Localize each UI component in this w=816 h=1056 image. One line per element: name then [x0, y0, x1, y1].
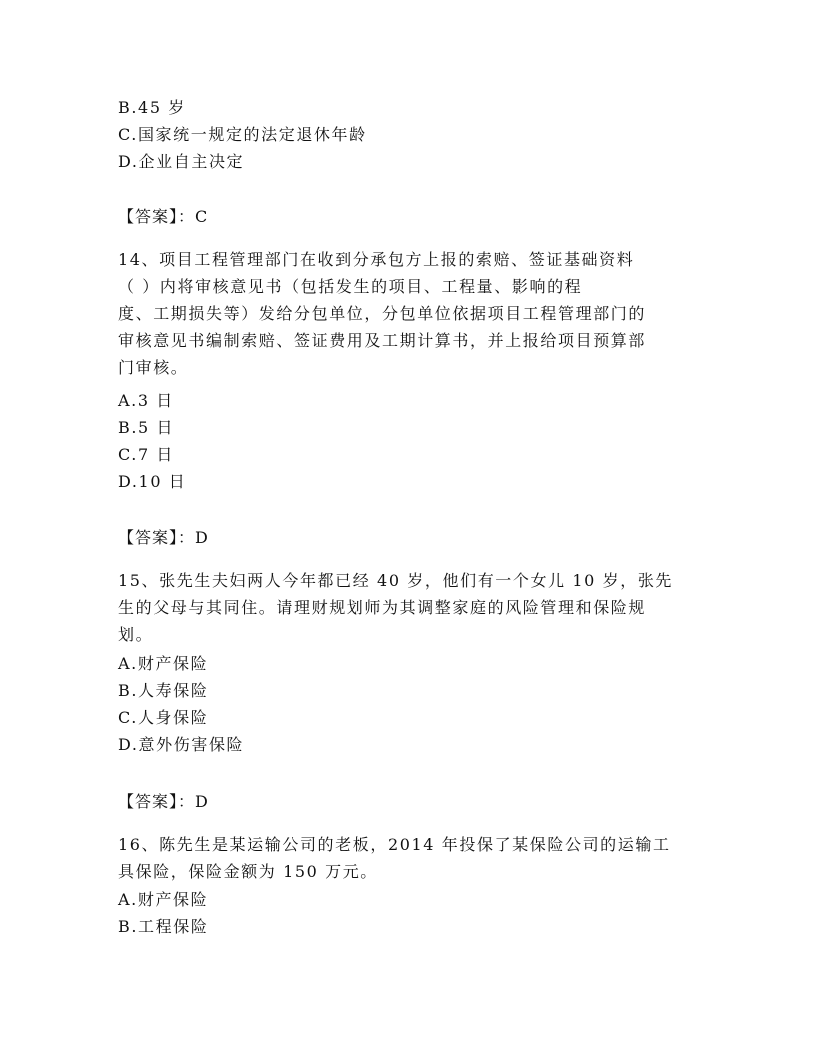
question-14-answer: 【答案】：D — [118, 528, 209, 547]
question-16-option-b: B.工程保险 — [118, 917, 209, 936]
question-14-option-b: B.5 日 — [118, 418, 175, 437]
question-14-stem-line: 14、项目工程管理部门在收到分承包方上报的索赔、签证基础资料 — [118, 250, 635, 269]
question-14-stem-line: 度、工期损失等）发给分包单位，分包单位依据项目工程管理部门的 — [118, 304, 647, 323]
question-15-option-c: C.人身保险 — [118, 708, 209, 727]
question-14-option-c: C.7 日 — [118, 445, 175, 464]
question-15-stem-line: 生的父母与其同住。请理财规划师为其调整家庭的风险管理和保险规 — [118, 598, 647, 617]
question-15-option-d: D.意外伤害保险 — [118, 735, 245, 754]
question-16-option-a: A.财产保险 — [118, 890, 209, 909]
answer-label: 【答案】：C — [118, 207, 209, 226]
option-d: D.企业自主决定 — [118, 152, 245, 171]
question-15-stem-line: 划。 — [118, 625, 154, 644]
question-14-option-d: D.10 日 — [118, 472, 187, 491]
question-15-option-a: A.财产保险 — [118, 654, 209, 673]
question-15-option-b: B.人寿保险 — [118, 681, 209, 700]
question-15-answer: 【答案】：D — [118, 792, 209, 811]
question-14-stem-line: 门审核。 — [118, 358, 189, 377]
question-16-stem-line: 16、陈先生是某运输公司的老板，2014 年投保了某保险公司的运输工 — [118, 835, 671, 854]
question-16-stem-line: 具保险，保险金额为 150 万元。 — [118, 862, 378, 881]
question-14-stem-line: 审核意见书编制索赔、签证费用及工期计算书，并上报给项目预算部 — [118, 331, 647, 350]
question-14-option-a: A.3 日 — [118, 391, 174, 410]
question-14-stem-line: （ ）内将审核意见书（包括发生的项目、工程量、影响的程 — [118, 277, 583, 296]
option-b: B.45 岁 — [118, 98, 186, 117]
option-c: C.国家统一规定的法定退休年龄 — [118, 125, 367, 144]
question-15-stem-line: 15、张先生夫妇两人今年都已经 40 岁，他们有一个女儿 10 岁，张先 — [118, 571, 674, 590]
